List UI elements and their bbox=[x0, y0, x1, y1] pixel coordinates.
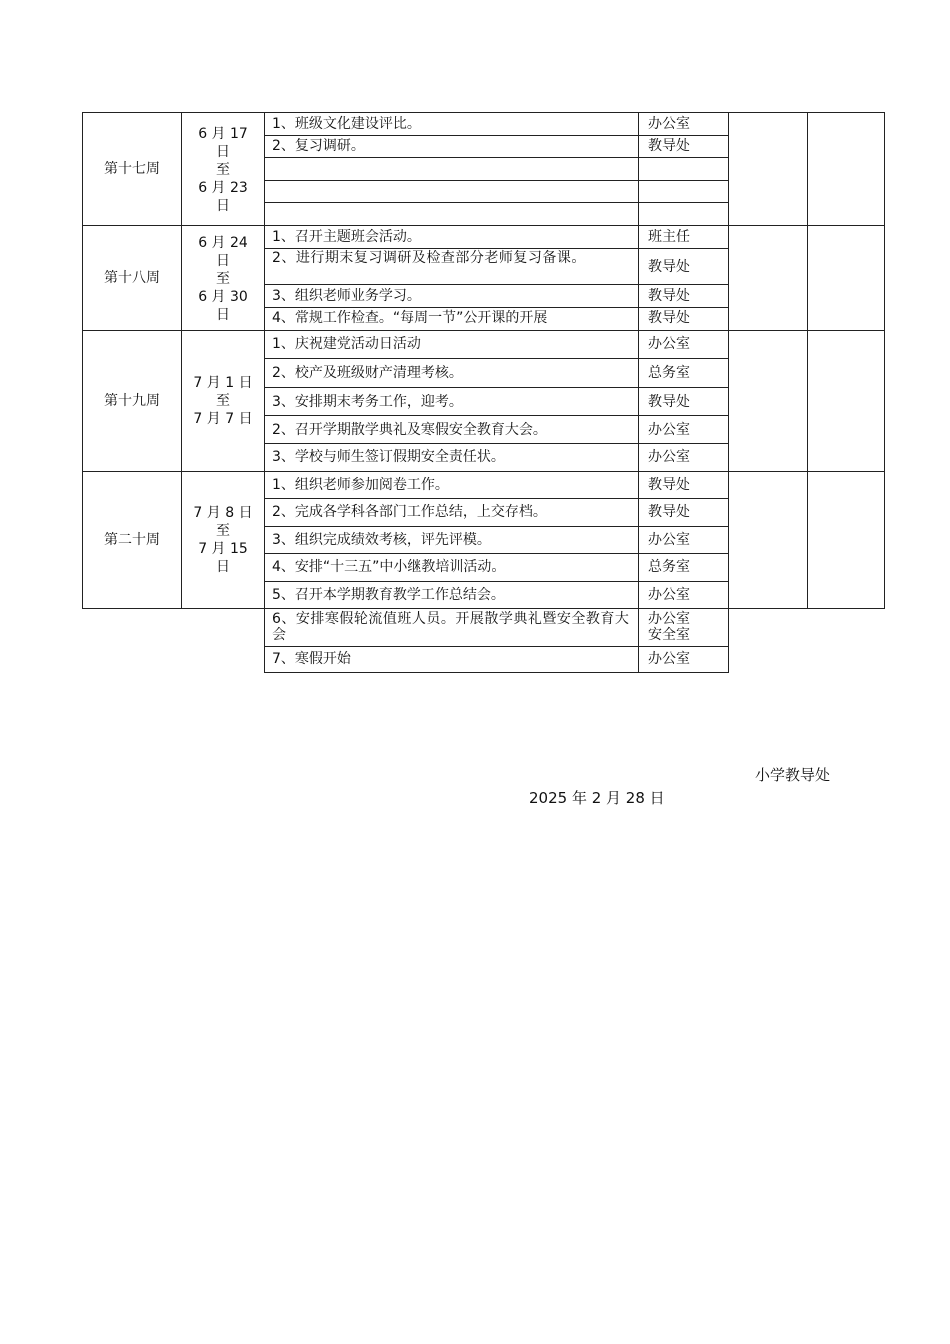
week-label: 第二十周 bbox=[104, 532, 160, 548]
date-line: 7 月 8 日 bbox=[193, 505, 253, 521]
week-separator bbox=[82, 471, 885, 472]
date-line: 6 月 24 bbox=[198, 235, 248, 251]
signature-office: 小学教导处 bbox=[755, 766, 831, 784]
department: 办公室 bbox=[648, 587, 690, 603]
task-text: 1、庆祝建党活动日活动 bbox=[272, 336, 421, 352]
row-line bbox=[264, 553, 729, 554]
task-text: 2、校产及班级财产清理考核。 bbox=[272, 365, 463, 381]
department: 总务室 bbox=[648, 365, 690, 381]
column-divider bbox=[807, 112, 808, 609]
department-line: 安全室 bbox=[648, 627, 690, 643]
task-text: 3、安排期末考务工作，迎考。 bbox=[272, 394, 463, 410]
date-line: 日 bbox=[216, 253, 230, 269]
date-line: 7 月 15 bbox=[198, 541, 248, 557]
task-text: 2、完成各学科各部门工作总结，上交存档。 bbox=[272, 504, 547, 520]
row-line bbox=[264, 358, 729, 359]
date-line: 6 月 30 bbox=[198, 289, 248, 305]
table-border-right bbox=[884, 112, 885, 609]
date-line: 7 月 1 日 bbox=[193, 375, 253, 391]
row-line bbox=[264, 180, 729, 181]
task-text: 2、复习调研。 bbox=[272, 138, 365, 154]
task-text: 1、召开主题班会活动。 bbox=[272, 229, 421, 245]
department bbox=[648, 611, 690, 643]
table-border-top bbox=[82, 112, 885, 113]
row-line bbox=[264, 387, 729, 388]
row-line bbox=[264, 307, 729, 308]
task-text: 4、常规工作检查。“每周一节”公开课的开展 bbox=[272, 310, 548, 326]
row-line bbox=[264, 526, 729, 527]
date-line: 6 月 17 bbox=[198, 126, 248, 142]
row-line bbox=[264, 202, 729, 203]
date-line: 至 bbox=[216, 523, 230, 539]
task-text: 1、组织老师参加阅卷工作。 bbox=[272, 477, 449, 493]
date-line: 日 bbox=[216, 559, 230, 575]
row-line bbox=[264, 135, 729, 136]
date-line: 7 月 7 日 bbox=[193, 411, 253, 427]
date-line: 日 bbox=[216, 307, 230, 323]
department: 教导处 bbox=[648, 504, 690, 520]
date-range bbox=[182, 374, 264, 428]
date-line: 至 bbox=[216, 393, 230, 409]
row-line bbox=[264, 646, 729, 647]
week-label: 第十七周 bbox=[104, 161, 160, 177]
table-border-bottom bbox=[82, 608, 885, 609]
date-range bbox=[182, 234, 264, 324]
date-line: 日 bbox=[216, 144, 230, 160]
row-line bbox=[264, 415, 729, 416]
task-text: 7、寒假开始 bbox=[272, 651, 351, 667]
column-divider bbox=[264, 112, 265, 673]
department: 教导处 bbox=[648, 138, 690, 154]
date-line: 至 bbox=[216, 162, 230, 178]
row-line bbox=[264, 157, 729, 158]
department: 办公室 bbox=[648, 422, 690, 438]
column-divider bbox=[728, 112, 729, 673]
task-text: 3、组织老师业务学习。 bbox=[272, 288, 421, 304]
department: 办公室 bbox=[648, 532, 690, 548]
department: 班主任 bbox=[648, 229, 690, 245]
week-separator bbox=[82, 225, 885, 226]
signature-date: 2025 年 2 月 28 日 bbox=[529, 789, 665, 807]
week-label: 第十九周 bbox=[104, 393, 160, 409]
department: 办公室 bbox=[648, 116, 690, 132]
task-text: 4、安排“十三五”中小继教培训活动。 bbox=[272, 559, 506, 575]
row-line bbox=[264, 672, 729, 673]
date-range bbox=[182, 125, 264, 215]
date-line: 至 bbox=[216, 271, 230, 287]
row-line bbox=[264, 284, 729, 285]
department: 总务室 bbox=[648, 559, 690, 575]
task-text: 6、安排寒假轮流值班人员。开展散学典礼暨安全教育大会 bbox=[272, 611, 630, 643]
column-divider bbox=[638, 112, 639, 673]
department: 教导处 bbox=[648, 394, 690, 410]
date-line: 6 月 23 bbox=[198, 180, 248, 196]
task-text: 1、班级文化建设评比。 bbox=[272, 116, 421, 132]
department: 教导处 bbox=[648, 477, 690, 493]
row-line bbox=[264, 498, 729, 499]
department: 办公室 bbox=[648, 651, 690, 667]
task-text: 2、召开学期散学典礼及寒假安全教育大会。 bbox=[272, 422, 547, 438]
department: 教导处 bbox=[648, 310, 690, 326]
task-text: 5、召开本学期教育教学工作总结会。 bbox=[272, 587, 505, 603]
department-line: 办公室 bbox=[648, 611, 690, 627]
task-text: 3、学校与师生签订假期安全责任状。 bbox=[272, 449, 505, 465]
row-line bbox=[264, 248, 729, 249]
department: 教导处 bbox=[648, 259, 690, 275]
date-line: 日 bbox=[216, 198, 230, 214]
department: 办公室 bbox=[648, 449, 690, 465]
week-separator bbox=[82, 330, 885, 331]
department: 办公室 bbox=[648, 336, 690, 352]
task-text: 2、进行期末复习调研及检查部分老师复习备课。 bbox=[272, 250, 586, 266]
week-label: 第十八周 bbox=[104, 270, 160, 286]
row-line bbox=[264, 581, 729, 582]
row-line bbox=[264, 443, 729, 444]
task-text: 3、组织完成绩效考核，评先评模。 bbox=[272, 532, 491, 548]
date-range bbox=[182, 504, 264, 576]
department: 教导处 bbox=[648, 288, 690, 304]
